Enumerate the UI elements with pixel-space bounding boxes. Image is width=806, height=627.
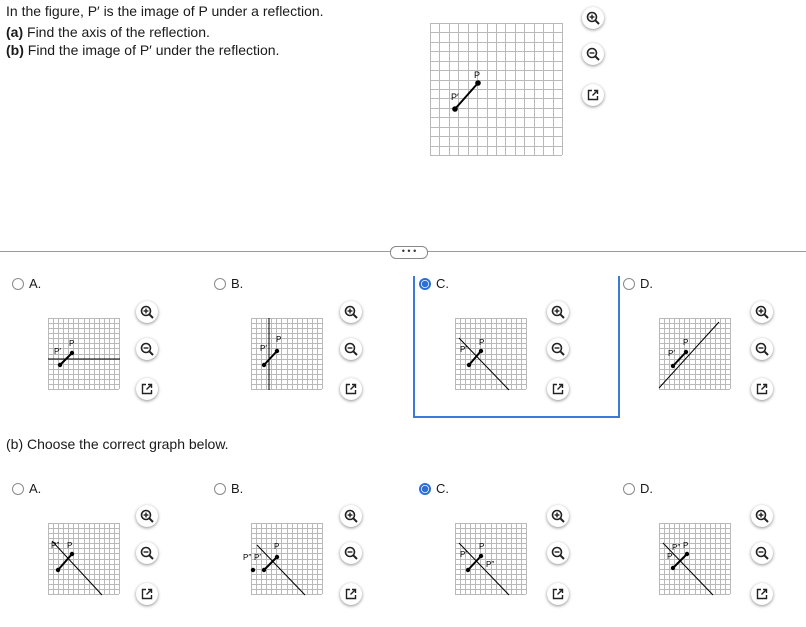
part-b-graph-b[interactable] xyxy=(243,523,323,595)
segment xyxy=(468,556,481,570)
b-option-b-popout-button[interactable] xyxy=(340,583,362,605)
b-option-b-zoom-out-button[interactable] xyxy=(340,542,362,564)
question-part-a xyxy=(6,23,210,41)
point-p xyxy=(275,349,279,353)
part-b-option-d[interactable] xyxy=(623,481,653,496)
part-b-graph-a[interactable] xyxy=(48,523,120,595)
question-line-1: In the figure, P′ is the image of P under a reflection. xyxy=(6,3,324,19)
part-a-graph-a[interactable] xyxy=(48,318,120,390)
question-part-b xyxy=(6,41,279,59)
b-option-c-zoom-in-button[interactable] xyxy=(547,505,569,527)
part-b-graph-d[interactable] xyxy=(659,523,731,595)
option-letter: B. xyxy=(231,276,244,291)
main-label-pprime: P′ xyxy=(451,92,459,102)
zoom-in-icon xyxy=(586,11,600,25)
part-b-prefix: (b) xyxy=(6,42,24,58)
segment xyxy=(264,351,277,365)
point-pprime xyxy=(466,568,470,572)
part-b-option-a[interactable] xyxy=(12,481,41,496)
graph-grid xyxy=(251,523,323,595)
radio-button[interactable] xyxy=(623,483,635,495)
label-pdoubleprime: P″ xyxy=(486,560,495,569)
b-option-d-zoom-in-button[interactable] xyxy=(751,505,773,527)
a-option-c-popout-button[interactable] xyxy=(547,378,569,400)
part-b-text: Find the image of P′ under the reflection. xyxy=(23,42,280,58)
zoom-out-icon xyxy=(140,546,154,560)
radio-button[interactable] xyxy=(623,278,635,290)
point-p xyxy=(479,349,483,353)
label-pprime: P′ xyxy=(667,552,674,561)
zoom-in-icon xyxy=(755,509,769,523)
part-b-prompt: (b) Choose the correct graph below. xyxy=(6,436,229,452)
label-p: P xyxy=(276,335,282,344)
main-popout-button[interactable] xyxy=(582,84,604,106)
zoom-out-icon xyxy=(551,546,565,560)
point-p xyxy=(70,552,74,556)
part-a-option-b[interactable] xyxy=(214,276,243,291)
external-link-icon xyxy=(586,88,600,102)
label-p: P xyxy=(683,541,689,550)
point-pprime xyxy=(671,566,675,570)
part-b-graph-c[interactable] xyxy=(455,523,527,595)
part-a-graph-d[interactable] xyxy=(659,318,731,390)
point-pprime xyxy=(58,363,62,367)
radio-button[interactable] xyxy=(12,278,24,290)
b-option-c-popout-button[interactable] xyxy=(547,583,569,605)
a-option-d-popout-button[interactable] xyxy=(751,378,773,400)
external-link-icon xyxy=(140,587,154,601)
zoom-in-icon xyxy=(551,305,565,319)
part-b-option-c[interactable] xyxy=(419,481,449,496)
label-p: P xyxy=(274,542,280,551)
point-p xyxy=(479,554,483,558)
zoom-out-icon xyxy=(344,546,358,560)
a-option-b-zoom-out-button[interactable] xyxy=(340,338,362,360)
part-a-option-c[interactable] xyxy=(419,276,449,291)
label-pprime: P′ xyxy=(668,349,675,358)
option-letter: A. xyxy=(29,481,42,496)
b-option-d-zoom-out-button[interactable] xyxy=(751,542,773,564)
option-letter: D. xyxy=(640,481,653,496)
b-option-d-popout-button[interactable] xyxy=(751,583,773,605)
b-option-a-popout-button[interactable] xyxy=(136,583,158,605)
label-p: P xyxy=(69,339,75,348)
segment xyxy=(58,554,72,570)
zoom-out-icon xyxy=(755,342,769,356)
radio-button[interactable] xyxy=(12,483,24,495)
part-b-option-b[interactable] xyxy=(214,481,243,496)
a-option-c-zoom-out-button[interactable] xyxy=(547,338,569,360)
a-option-c-zoom-in-button[interactable] xyxy=(547,301,569,323)
main-point-p xyxy=(475,80,481,86)
point-pprime xyxy=(467,363,471,367)
option-letter: C. xyxy=(436,481,449,496)
main-point-pprime xyxy=(452,106,458,112)
zoom-out-icon xyxy=(344,342,358,356)
point-pdoubleprime xyxy=(251,568,255,572)
option-letter: D. xyxy=(640,276,653,291)
zoom-out-icon xyxy=(586,47,600,61)
main-zoom-in-button[interactable] xyxy=(582,7,604,29)
label-pprime: P′ xyxy=(260,344,267,353)
part-a-option-d[interactable] xyxy=(623,276,653,291)
a-option-d-zoom-in-button[interactable] xyxy=(751,301,773,323)
main-grid xyxy=(430,23,563,156)
point-p xyxy=(685,552,689,556)
label-p: P xyxy=(479,542,485,551)
external-link-icon xyxy=(755,382,769,396)
part-a-option-a[interactable] xyxy=(12,276,41,291)
a-option-a-zoom-out-button[interactable] xyxy=(136,338,158,360)
zoom-in-icon xyxy=(140,305,154,319)
point-p xyxy=(684,350,688,354)
label-p: P xyxy=(67,541,73,550)
main-label-p: P xyxy=(474,70,481,80)
zoom-in-icon xyxy=(755,305,769,319)
part-a-text: Find the axis of the reflection. xyxy=(23,24,210,40)
b-option-b-zoom-in-button[interactable] xyxy=(340,505,362,527)
part-a-graph-c[interactable] xyxy=(455,318,527,390)
label-pprime: P′ xyxy=(54,347,61,356)
b-option-a-zoom-in-button[interactable] xyxy=(136,505,158,527)
a-option-a-popout-button[interactable] xyxy=(136,378,158,400)
label-pprime: P′ xyxy=(460,550,467,559)
label-pdoubleprime: P″ xyxy=(51,541,60,550)
graph-grid xyxy=(48,523,120,595)
graph-grid xyxy=(251,318,323,390)
label-p: P xyxy=(479,338,485,347)
radio-button-selected[interactable] xyxy=(419,278,431,290)
b-option-a-zoom-out-button[interactable] xyxy=(136,542,158,564)
external-link-icon xyxy=(344,587,358,601)
zoom-out-icon xyxy=(551,342,565,356)
external-link-icon xyxy=(344,382,358,396)
main-figure-graph xyxy=(430,23,562,157)
zoom-in-icon xyxy=(140,509,154,523)
point-pdoubleprime xyxy=(56,568,60,572)
label-p: P xyxy=(683,338,689,347)
point-p xyxy=(275,555,279,559)
external-link-icon xyxy=(551,382,565,396)
a-option-b-popout-button[interactable] xyxy=(340,378,362,400)
radio-button[interactable] xyxy=(214,483,226,495)
label-pprime: P′ xyxy=(460,345,467,354)
zoom-in-icon xyxy=(344,509,358,523)
point-p xyxy=(70,351,74,355)
label-pdoubleprime: P″ xyxy=(243,553,252,562)
external-link-icon xyxy=(755,587,769,601)
zoom-in-icon xyxy=(344,305,358,319)
radio-button[interactable] xyxy=(214,278,226,290)
option-letter: A. xyxy=(29,276,42,291)
label-pdoubleprime: P″ xyxy=(672,543,681,552)
show-more-button[interactable]: • • • xyxy=(390,246,428,259)
b-option-c-zoom-out-button[interactable] xyxy=(547,542,569,564)
zoom-out-icon xyxy=(755,546,769,560)
external-link-icon xyxy=(551,587,565,601)
zoom-in-icon xyxy=(551,509,565,523)
point-pprime xyxy=(671,364,675,368)
option-letter: C. xyxy=(436,276,449,291)
a-option-d-zoom-out-button[interactable] xyxy=(751,338,773,360)
zoom-out-icon xyxy=(140,342,154,356)
a-option-b-zoom-in-button[interactable] xyxy=(340,301,362,323)
main-zoom-out-button[interactable] xyxy=(582,43,604,65)
part-a-graph-b[interactable] xyxy=(251,318,323,390)
radio-button-selected[interactable] xyxy=(419,483,431,495)
part-a-prefix: (a) xyxy=(6,24,24,40)
a-option-a-zoom-in-button[interactable] xyxy=(136,301,158,323)
point-pprime xyxy=(262,568,266,572)
label-pprime: P′ xyxy=(254,553,261,562)
option-letter: B. xyxy=(231,481,244,496)
external-link-icon xyxy=(140,382,154,396)
point-pprime xyxy=(262,363,266,367)
